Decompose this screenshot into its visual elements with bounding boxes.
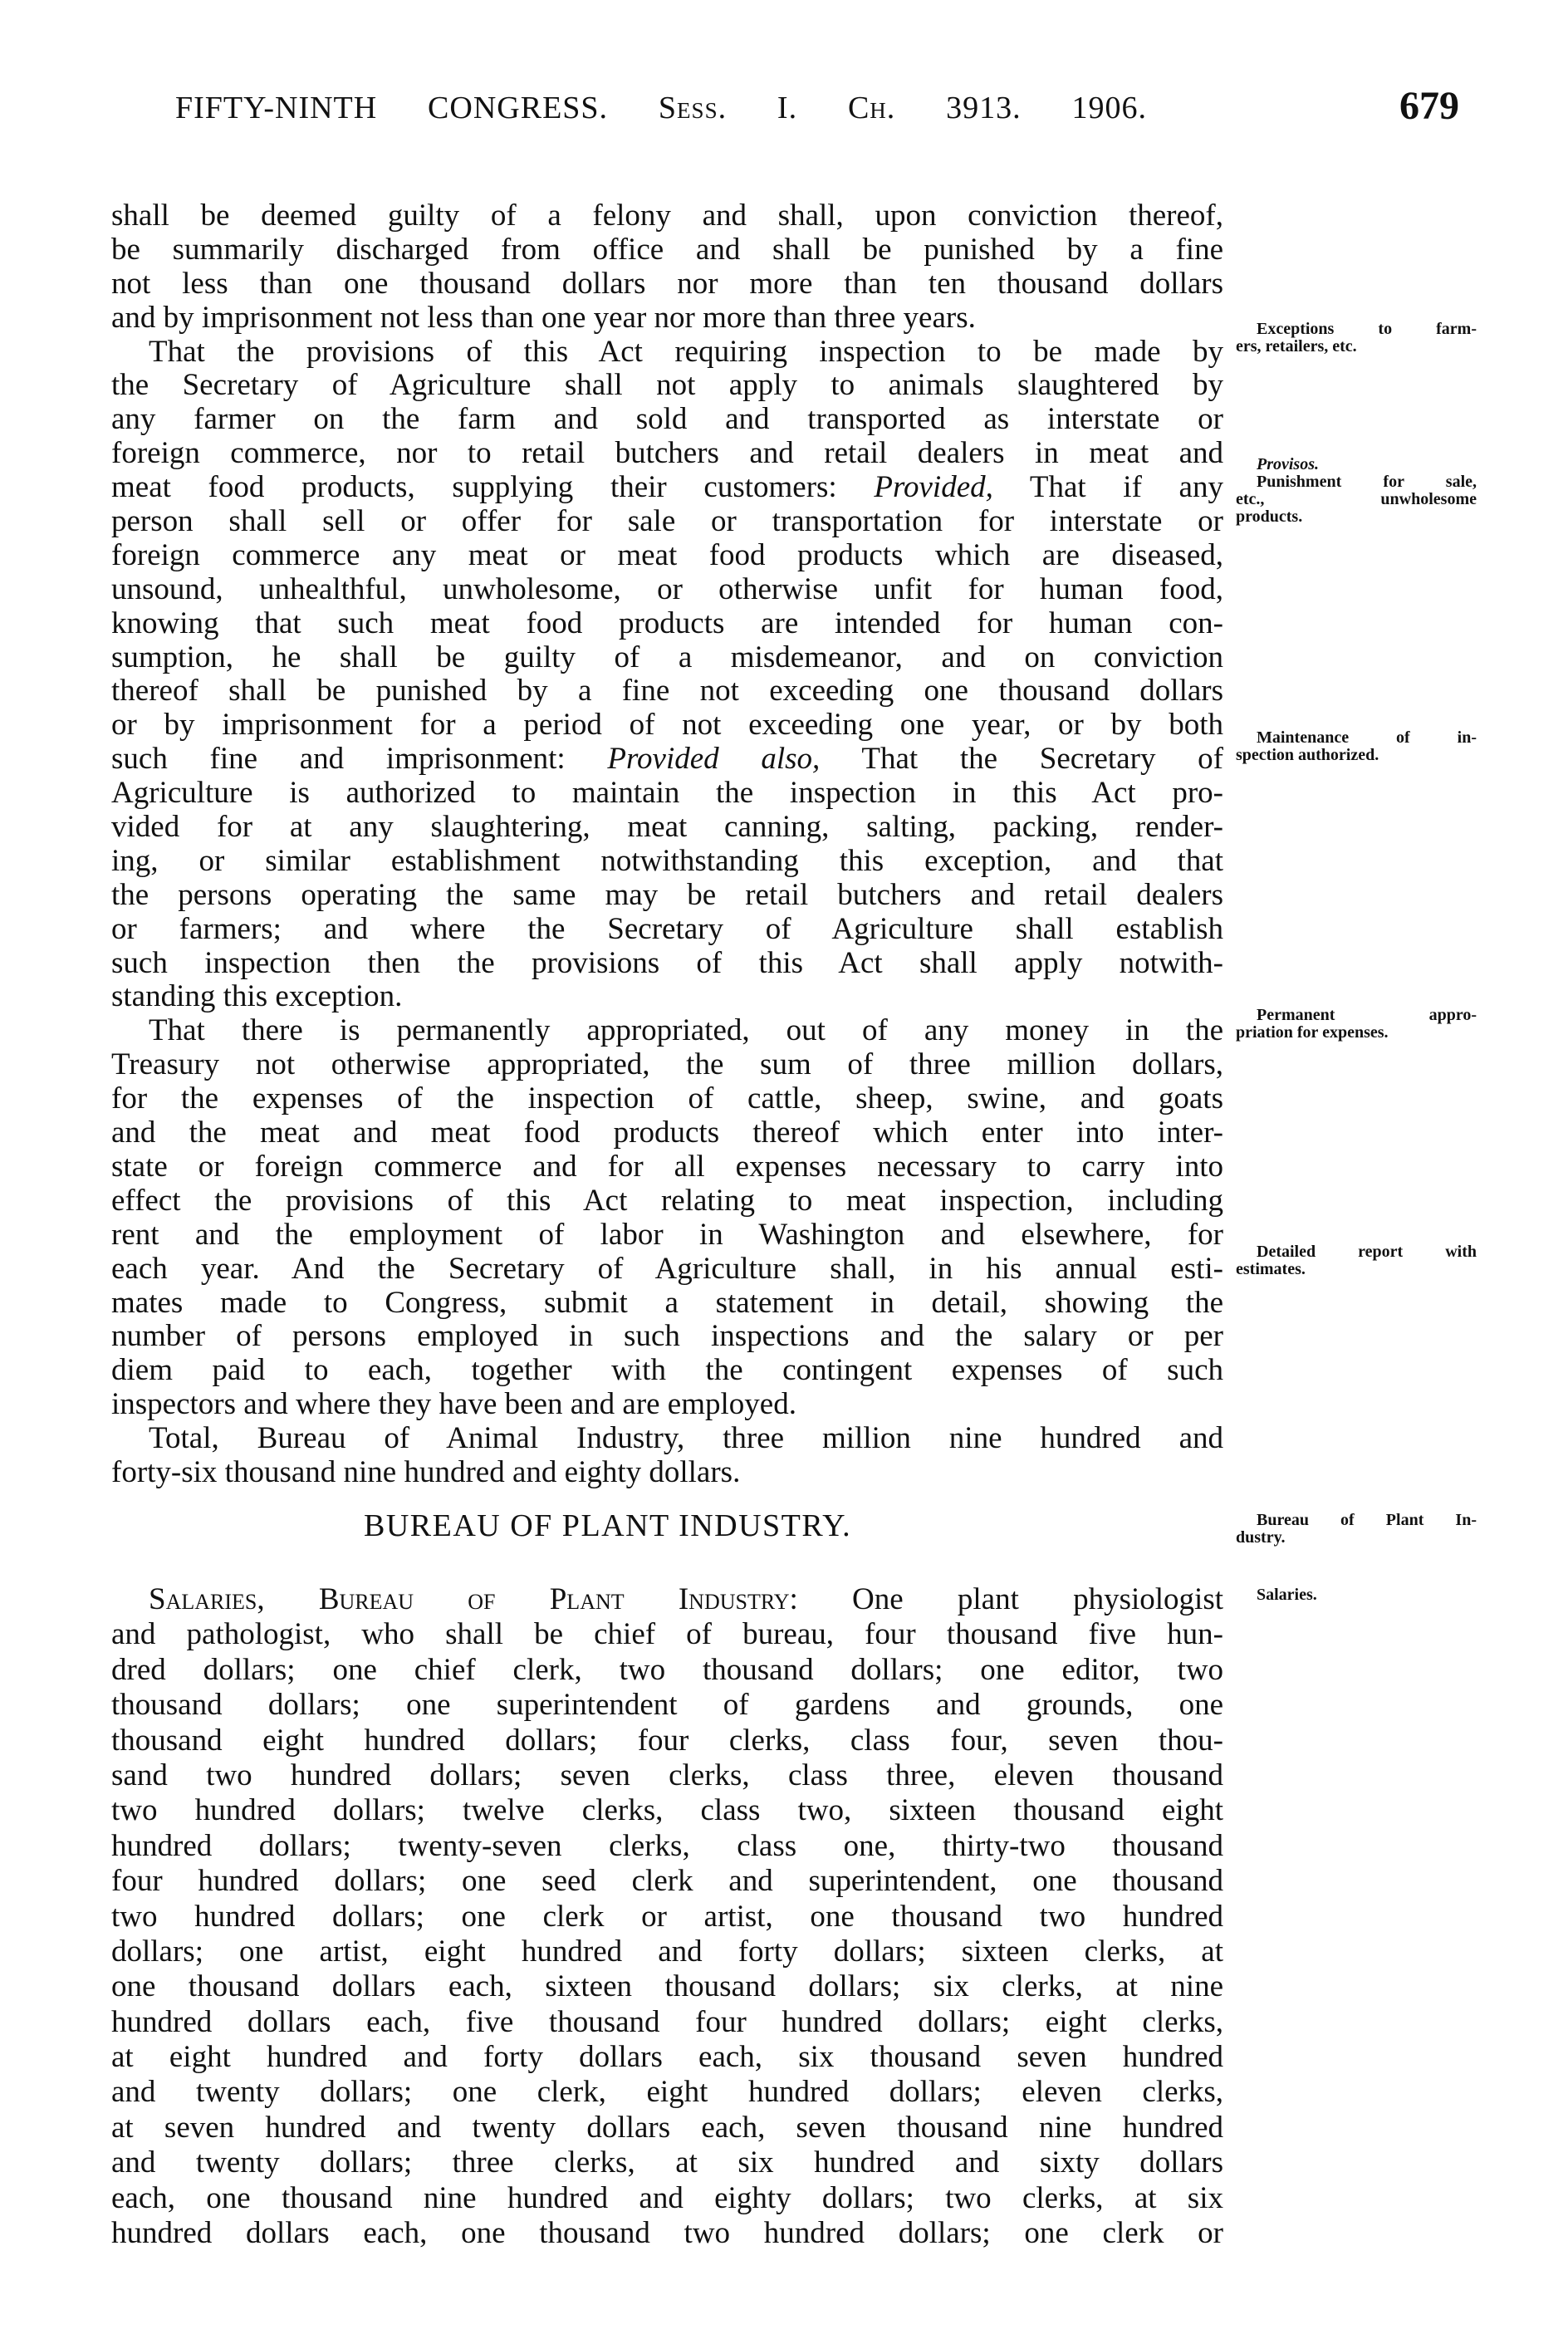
text-line (111, 2111, 1223, 2145)
text-segment: Salaries, Bureau of Plant Industry: (149, 1582, 798, 1616)
text-line (111, 1617, 1223, 1652)
text-segment: diem paid to each, together with the contingent expenses of such (111, 1353, 1223, 1388)
text-line (111, 505, 1223, 539)
text-line (111, 777, 1223, 811)
margin-note-line: products. (1236, 507, 1303, 526)
text-segment: and by imprisonment not less than one year nor more than three years. (111, 300, 976, 335)
text-line (111, 1150, 1223, 1184)
text-segment: be summarily discharged from office and shall be punished by a fine (111, 232, 1223, 267)
text-line (111, 1456, 1223, 1490)
text-line (111, 1724, 1223, 1758)
margin-note (1236, 321, 1477, 355)
margin-note (1236, 1243, 1477, 1278)
text-line (111, 199, 1223, 233)
margin-note-line: Maintenance of in- (1257, 728, 1477, 747)
text-line (111, 369, 1223, 403)
text-segment: state or foreign commerce and for all expenses necessary to carry into (111, 1149, 1223, 1184)
text-line (111, 573, 1223, 607)
text-line (111, 1082, 1223, 1116)
margin-note-line: Provisos. (1257, 455, 1319, 473)
text-line (111, 1864, 1223, 1899)
text-line (111, 1218, 1223, 1253)
text-segment: hundred dollars; twenty-seven clerks, class one, thirty-two thousand (111, 1828, 1223, 1863)
text-segment: hundred dollars each, five thousand four hundred dollars; eight clerks, (111, 2004, 1223, 2039)
margin-note (1236, 729, 1477, 764)
header-chapter: Ch. 3913. (847, 91, 1022, 125)
text-line (111, 302, 1223, 336)
margin-note (1236, 1586, 1477, 1604)
text-segment: one thousand dollars each, sixteen thousand dollars; six clerks, at nine (111, 1969, 1223, 2004)
text-segment: person shall sell or offer for sale or transportation for interstate or (111, 504, 1223, 539)
text-line (111, 1184, 1223, 1218)
text-segment: at eight hundred and forty dollars each, six thousand seven hundred (111, 2040, 1223, 2075)
text-line (111, 1582, 1223, 1617)
text-line (111, 233, 1223, 267)
text-line (111, 1422, 1223, 1456)
text-line (111, 947, 1223, 981)
text-segment: two hundred dollars; one clerk or artist, one thousand two hundred (111, 1899, 1223, 1934)
text-line (111, 980, 1223, 1014)
margin-note (1236, 473, 1477, 526)
text-line (111, 674, 1223, 709)
text-line (111, 879, 1223, 913)
text-line (111, 845, 1223, 879)
text-segment: at seven hundred and twenty dollars each, seven thousand nine hundred (111, 2110, 1223, 2145)
text-segment: two hundred dollars; twelve clerks, class two, sixteen thousand eight (111, 1793, 1223, 1828)
text-segment: four hundred dollars; one seed clerk and superintendent, one thousand (111, 1864, 1223, 1899)
text-line (111, 403, 1223, 437)
text-line (111, 913, 1223, 947)
margin-note-line: priation for expenses. (1236, 1023, 1389, 1042)
text-segment: and pathologist, who shall be chief of bureau, four thousand five hun- (111, 1617, 1223, 1652)
text-segment: for the expenses of the inspection of cattle, sheep, swine, and goats (111, 1081, 1223, 1116)
text-segment: number of persons employed in such inspections and the salary or per (111, 1319, 1223, 1354)
text-segment: ing, or similar establishment notwithstanding this exception, and that (111, 843, 1223, 878)
margin-note-line: ers, retailers, etc. (1236, 337, 1357, 355)
text-segment: Total, Bureau of Animal Industry, three million nine hundred and (149, 1421, 1223, 1456)
text-line (111, 1793, 1223, 1828)
text-line (111, 1048, 1223, 1082)
section-heading: BUREAU OF PLANT INDUSTRY. (364, 1508, 852, 1543)
text-line (111, 2005, 1223, 2040)
margin-note-line: Exceptions to farm- (1257, 320, 1477, 338)
text-line (111, 641, 1223, 675)
text-line (111, 336, 1223, 370)
text-segment: thereof shall be punished by a fine not exceeding one thousand dollars (111, 674, 1223, 709)
text-line (111, 709, 1223, 743)
text-segment: knowing that such meat food products are intended for human con- (111, 606, 1223, 640)
text-segment: inspectors and where they have been and are employed. (111, 1387, 796, 1422)
text-line (111, 1900, 1223, 1934)
header-session: Sess. I. (658, 91, 798, 125)
running-header (175, 90, 1147, 126)
text-segment: such fine and imprisonment: (111, 742, 608, 777)
text-line (111, 437, 1223, 471)
margin-note-line: Punishment for sale, (1257, 473, 1477, 491)
text-line (111, 267, 1223, 302)
text-segment: each year. And the Secretary of Agriculture shall, in his annual esti- (111, 1251, 1223, 1286)
text-line (111, 1934, 1223, 1969)
text-segment: any farmer on the farm and sold and transported as interstate or (111, 402, 1223, 437)
text-segment: vided for at any slaughtering, meat canning, salting, packing, render- (111, 810, 1223, 845)
text-line (111, 2145, 1223, 2180)
margin-note-line: dustry. (1236, 1528, 1286, 1547)
text-segment: the persons operating the same may be retail butchers and retail dealers (111, 877, 1223, 912)
text-line (111, 1758, 1223, 1793)
margin-note-line: Detailed report with (1257, 1243, 1477, 1261)
text-segment: mates made to Congress, submit a statement in detail, showing the (111, 1285, 1223, 1320)
text-segment: and twenty dollars; one clerk, eight hundred dollars; eleven clerks, (111, 2075, 1223, 2110)
text-segment: thousand dollars; one superintendent of gardens and grounds, one (111, 1688, 1223, 1723)
text-line (111, 1253, 1223, 1287)
text-segment: sand two hundred dollars; seven clerks, class three, eleven thousand (111, 1758, 1223, 1792)
text-segment: the Secretary of Agriculture shall not apply to animals slaughtered by (111, 368, 1223, 403)
margin-note-line: etc., unwholesome (1236, 490, 1477, 508)
margin-note (1236, 1512, 1477, 1547)
text-line (111, 1653, 1223, 1688)
text-segment: sumption, he shall be guilty of a misdemeanor, and on conviction (111, 640, 1223, 674)
text-line (111, 2181, 1223, 2216)
header-year: 1906. (1071, 91, 1148, 125)
text-segment: That if any (992, 470, 1223, 505)
text-line (111, 1116, 1223, 1150)
italic-text: Provided also, (607, 742, 821, 777)
text-segment: Treasury not otherwise appropriated, the sum of three million dollars, (111, 1047, 1223, 1082)
margin-note-line: Bureau of Plant In- (1257, 1511, 1477, 1529)
margin-note-line: Salaries. (1257, 1586, 1317, 1604)
text-line (111, 811, 1223, 845)
text-line (111, 1969, 1223, 2004)
body-text-plant-industry (111, 1582, 1223, 2251)
text-line (111, 2216, 1223, 2251)
text-segment: foreign commerce any meat or meat food products which are diseased, (111, 537, 1223, 572)
text-line (111, 2075, 1223, 2110)
text-segment: such inspection then the provisions of this Act shall apply notwith- (111, 945, 1223, 980)
margin-note-line: estimates. (1236, 1260, 1306, 1278)
text-segment: each, one thousand nine hundred and eighty dollars; two clerks, at six (111, 2180, 1223, 2215)
margin-note-line: spection authorized. (1236, 746, 1379, 764)
text-line (111, 1388, 1223, 1422)
text-segment: hundred dollars each, one thousand two hundred dollars; one clerk or (111, 2216, 1223, 2251)
margin-note-line: Permanent appro- (1257, 1006, 1477, 1024)
text-segment: standing this exception. (111, 979, 403, 1014)
text-segment: rent and the employment of labor in Washington and elsewhere, for (111, 1217, 1223, 1252)
italic-text: Provided, (874, 470, 993, 505)
text-segment: That there is permanently appropriated, out of any money in the (149, 1013, 1223, 1048)
text-segment: or farmers; and where the Secretary of Agriculture shall establish (111, 911, 1223, 946)
text-segment: or by imprisonment for a period of not exceeding one year, or by both (111, 708, 1223, 743)
text-segment: effect the provisions of this Act relating to meat inspection, including (111, 1183, 1223, 1218)
text-line (111, 607, 1223, 641)
text-segment: not less than one thousand dollars nor more than ten thousand dollars (111, 266, 1223, 301)
text-segment: dollars; one artist, eight hundred and forty dollars; sixteen clerks, at (111, 1934, 1223, 1969)
text-line (111, 1354, 1223, 1388)
text-segment: shall be deemed guilty of a felony and shall, upon conviction thereof, (111, 199, 1223, 233)
text-segment: and the meat and meat food products thereof which enter into inter- (111, 1116, 1223, 1150)
margin-note (1236, 1007, 1477, 1042)
text-line (111, 471, 1223, 505)
text-segment: That the provisions of this Act requiring inspection to be made by (149, 334, 1223, 369)
body-text-animal-industry (111, 199, 1223, 1490)
text-segment: foreign commerce, nor to retail butchers and retail dealers in meat and (111, 436, 1223, 471)
text-line (111, 1014, 1223, 1048)
page-number: 679 (1399, 84, 1459, 128)
text-segment: thousand eight hundred dollars; four clerks, class four, seven thou- (111, 1723, 1223, 1758)
text-line (111, 1688, 1223, 1723)
text-segment: Agriculture is authorized to maintain the inspection in this Act pro- (111, 776, 1223, 811)
text-segment: forty-six thousand nine hundred and eighty dollars. (111, 1454, 741, 1489)
text-line (111, 1320, 1223, 1354)
text-segment: dred dollars; one chief clerk, two thousand dollars; one editor, two (111, 1652, 1223, 1687)
text-line (111, 539, 1223, 573)
text-segment: unsound, unhealthful, unwholesome, or otherwise unfit for human food, (111, 571, 1223, 606)
text-line (111, 1287, 1223, 1321)
text-segment: meat food products, supplying their customers: (111, 470, 875, 505)
text-line (111, 2040, 1223, 2075)
text-segment: One plant physiologist (797, 1582, 1223, 1616)
margin-note (1236, 456, 1477, 473)
text-line (111, 1829, 1223, 1864)
text-segment: and twenty dollars; three clerks, at six hundred and sixty dollars (111, 2145, 1223, 2180)
header-congress: FIFTY-NINTH CONGRESS. (175, 91, 609, 125)
text-line (111, 743, 1223, 777)
text-segment: That the Secretary of (820, 742, 1223, 777)
